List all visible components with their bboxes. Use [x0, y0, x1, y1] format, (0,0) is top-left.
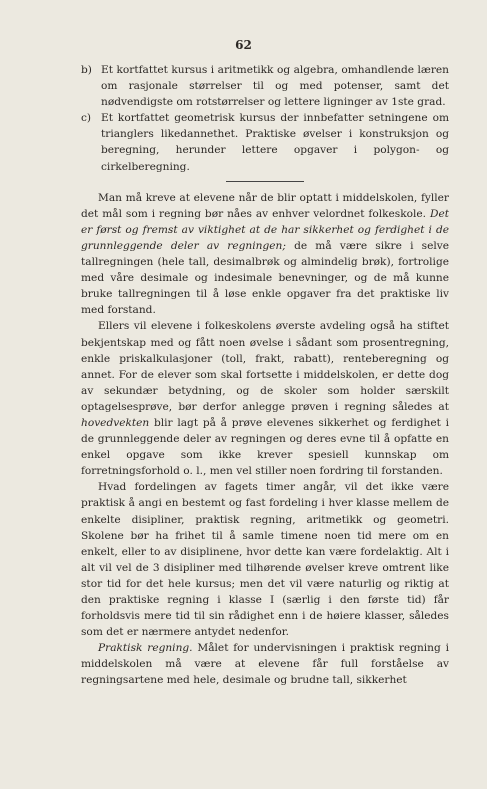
paragraph-text: de må være sikre i selve tallregningen (hele tall, desimalbrøk og almindelig brøk), fortrolige med våre desimale og indesimale benevninger, og de må kunne bruke tallregningen til å løse enkle opgaver fra det praktiske liv med forstand. [81, 239, 449, 317]
list-item-text: Et kortfattet kursus i aritmetikk og algebra, omhandlende læren om rasjonale størrelser til og med potenser, samt det nødvendigste om rotstørrelser og lettere ligninger av 1ste grad. [101, 64, 449, 109]
paragraph-text: Man må kreve at elevene når de blir optatt i middelskolen, fyller det mål som i regning bør nåes av enhver velordnet folkeskole. [81, 191, 449, 220]
page-body [81, 62, 449, 689]
list-item-label: c) [81, 112, 92, 125]
emphasis-text: Det er først og fremst av viktighet at de har sikkerhet og ferdighet i de grunnleggende deler av regningen; [81, 207, 449, 252]
paragraph-3: Hvad fordelingen av fagets timer angår, vil det ikke være praktisk å angi en bestemt og fast fordeling i hver klasse mellem de enkelte disipliner, praktisk regning, aritmetikk og geometri. Skolene bør ha frihet til å samle timene noen tid mere om en enkelt, eller to av disiplinene, hvor dette kan være fordelaktig. Alt i alt vil vel de 3 disipliner med tilhørende øvelser kreve omtrent like stor tid for det hele kursus; men det vil være naturlig og riktig at den praktiske regning i klasse I (særlig i den første tid) får forholdsvis mere tid til sin rådighet enn i de høiere klasser, således som det er nærmere antydet nedenfor. [81, 481, 449, 639]
paragraph-text: Målet for undervisningen i praktisk regning i middelskolen må være at elevene får full forståelse av regningsartene med hele, desimale og brudne tall, sikkerhet [81, 642, 449, 687]
list-item-b [81, 62, 449, 110]
section-divider [226, 181, 304, 182]
list-item-text: Et kortfattet geometrisk kursus der innbefatter setningene om trianglers likedannethet. Praktiske øvelser i konstruksjon og beregning, herunder lettere opgaver i polygon- og cirkelberegning. [101, 112, 449, 173]
emphasis-text: hovedvekten [81, 416, 150, 429]
list-item-c [81, 110, 449, 174]
paragraph-text: blir lagt på å prøve elevenes sikkerhet og ferdighet i de grunnleggende deler av regningen og deres evne til å opfatte en enkel opgave som ikke krever spesiell kunnskap om forretningsforhold o. l., men vel stiller noen fordring til forstanden. [81, 416, 449, 478]
paragraph-4 [81, 640, 449, 688]
page-number: 62 [235, 38, 252, 52]
paragraph-text: Ellers vil elevene i folkeskolens øverste avdeling også ha stiftet bekjentskap med og fått noen øvelse i sådant som prosentregning, enkle priskalkulasjoner (toll, frakt, rabatt), renteberegning og annet. For de elever som skal fortsette i middelskolen, er dette dog av sekundær betydning, og de skoler som holder særskilt optagelsesprøve, bør derfor anlegge prøven i regning således at [81, 320, 449, 413]
list-item-label: b) [81, 64, 92, 76]
paragraph-2 [81, 318, 449, 479]
section-heading: Praktisk regning. [98, 642, 193, 655]
paragraph-1 [81, 190, 449, 319]
